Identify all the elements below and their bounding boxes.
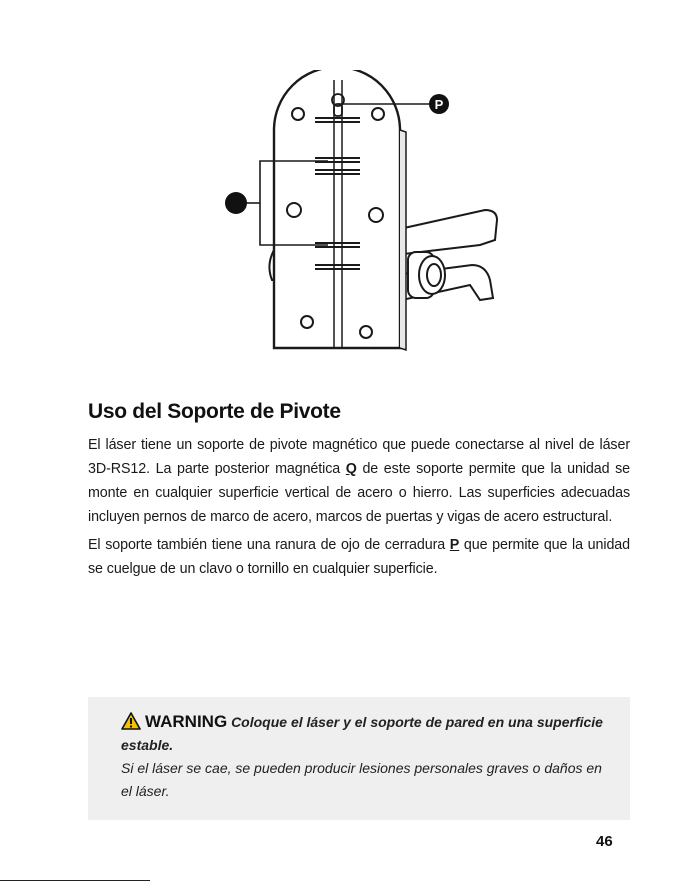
paragraph-keyhole xyxy=(88,533,630,581)
warning-label: WARNING xyxy=(145,712,228,731)
para2-text-after: que permite que la unidad se cuelgue de un clavo o tornillo en cualquier superficie. xyxy=(88,537,631,577)
page-number: 46 xyxy=(596,833,613,850)
section-title: Uso del Soporte de Pivote xyxy=(88,400,341,423)
footer-rule xyxy=(0,880,150,881)
ref-q: Q xyxy=(345,461,357,477)
para1-text-after: de este soporte permite que la unidad se monte en cualquier superficie vertical de acero o hierro. Las superficies adecuadas incluyen pernos de marco de acero, marcos de puertas y vigas de acero estructural. xyxy=(88,461,630,525)
warning-triangle-icon xyxy=(121,712,141,730)
warning-body: Si el láser se cae, se pueden producir lesiones personales graves o daños en el láser. xyxy=(121,760,602,799)
warning-heading: Coloque el láser y el soporte de pared en una superficie estable. xyxy=(121,714,603,753)
knob-right-icon xyxy=(408,252,445,298)
paragraph-magnetic-back xyxy=(88,433,630,529)
pivot-bracket-illustration xyxy=(210,70,520,360)
warning-box xyxy=(88,697,630,820)
para2-text-before: El soporte también tiene una ranura de ojo de cerradura xyxy=(88,537,450,553)
para1-text-before: El láser tiene un soporte de pivote magnético que puede conectarse al nivel de láser 3D-RS12. La parte posterior magnética xyxy=(88,437,630,477)
warning-text xyxy=(121,710,611,803)
callout-q-marker xyxy=(225,192,247,214)
callout-p-label: P xyxy=(434,97,444,112)
ref-p: P xyxy=(449,537,460,553)
